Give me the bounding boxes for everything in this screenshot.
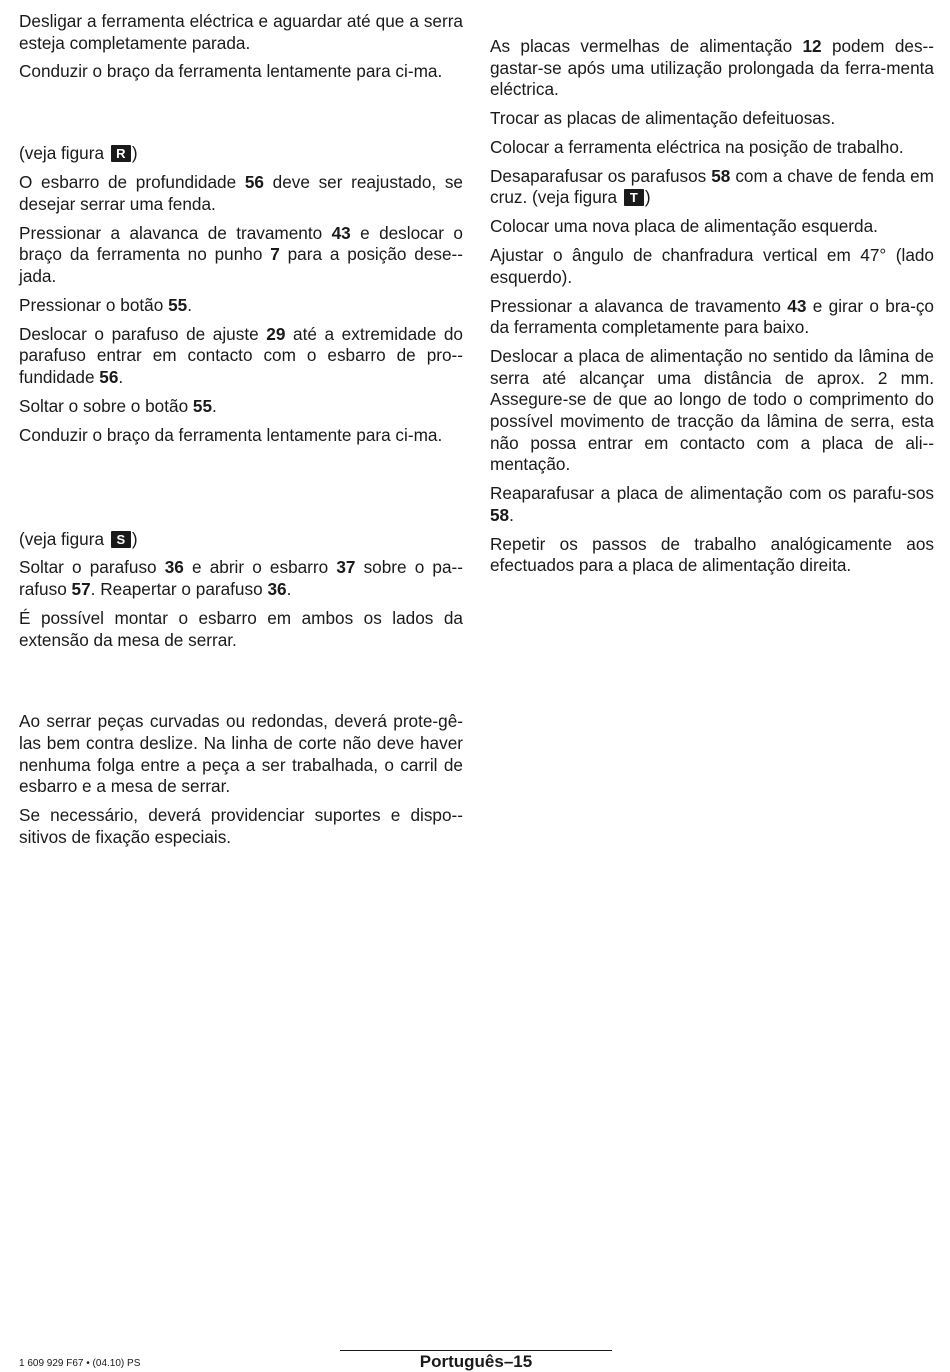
- section-gap: [19, 90, 463, 143]
- text-run: Soltar o parafuso: [19, 557, 165, 578]
- figure-ref-text: (veja figura: [19, 528, 109, 549]
- figure-badge-t: T: [624, 189, 644, 206]
- text-run: e deslocar o braço da ferramenta no punho: [19, 222, 463, 265]
- part-number: 55: [168, 294, 188, 315]
- text-run: .: [509, 504, 514, 525]
- paragraph: [490, 296, 934, 339]
- text-run: e girar o bra-ço da ferramenta completamente para baixo.: [490, 295, 934, 338]
- part-number: 43: [787, 295, 807, 316]
- paragraph: Desligar a ferramenta eléctrica e aguardar até que a serra esteja completamente parada.: [19, 11, 463, 53]
- text-run: Deslocar o parafuso de ajuste: [19, 323, 267, 344]
- figure-ref-close: ): [131, 143, 138, 164]
- paragraph: [19, 295, 463, 317]
- text-run: .: [118, 366, 124, 387]
- figure-badge-s: S: [111, 531, 131, 548]
- paragraph: Ao serrar peças curvadas ou redondas, deverá prote-gê-las bem contra deslize. Na linha de corte não deve haver nenhuma folga entre a peça a ser trabalhada, o carril de esbarro e a mesa de serrar.: [19, 711, 463, 797]
- section-gap: [19, 658, 463, 711]
- text-run: Pressionar a alavanca de travamento: [19, 222, 332, 243]
- text-run: As placas vermelhas de alimentação: [490, 36, 803, 56]
- footer-rule: [340, 1350, 612, 1351]
- part-number: 43: [331, 222, 351, 243]
- figure-ref-text: (veja figura: [19, 143, 109, 164]
- paragraph: [490, 36, 934, 101]
- paragraph: Ajustar o ângulo de chanfradura vertical em 47° (lado esquerdo).: [490, 245, 934, 287]
- paragraph: Colocar uma nova placa de alimentação esquerda.: [490, 216, 878, 237]
- text-run: deve ser reajustado, se desejar serrar uma fenda.: [19, 172, 463, 214]
- paragraph: Se necessário, deverá providenciar suportes e dispo-sitivos de fixação especiais.: [19, 805, 463, 847]
- part-number: 58: [490, 504, 510, 525]
- paragraph: [19, 557, 463, 600]
- paragraph: [19, 172, 463, 215]
- right-column: [490, 0, 934, 584]
- part-number: 57: [71, 579, 91, 600]
- text-run: Soltar o sobre o botão: [19, 395, 193, 416]
- text-run: . Reapertar o parafuso: [90, 579, 268, 600]
- text-run: O esbarro de profundidade: [19, 172, 245, 193]
- paragraph: [490, 166, 934, 209]
- figure-ref-close: ): [131, 528, 138, 549]
- part-number: 55: [192, 395, 213, 416]
- figure-reference: [19, 143, 463, 165]
- text-run: e abrir o esbarro: [183, 557, 337, 578]
- paragraph: Conduzir o braço da ferramenta lentamente para ci-ma.: [19, 424, 443, 445]
- text-run: Pressionar o botão: [19, 294, 169, 315]
- section-gap: [19, 454, 463, 529]
- paragraph: Repetir os passos de trabalho analógicamente aos efectuados para a placa de alimentação direita.: [490, 533, 934, 576]
- text-run: .: [286, 579, 292, 600]
- text-run: sobre o pa-rafuso: [19, 557, 463, 600]
- left-column: [19, 0, 463, 856]
- text-run: Reaparafusar a placa de alimentação com os parafu-sos: [490, 483, 934, 504]
- text-run: com a chave de fenda em cruz. (veja figura: [490, 165, 934, 208]
- part-number: 12: [802, 36, 822, 56]
- page-number: Português–15: [419, 1352, 533, 1371]
- part-number: 7: [270, 244, 280, 265]
- part-number: 36: [164, 557, 184, 578]
- text-run: Desaparafusar os parafusos: [490, 165, 712, 186]
- paragraph: Deslocar a placa de alimentação no sentido da lâmina de serra até alcançar uma distância de aprox. 2 mm. Assegure-se de que ao longo de todo o comprimento do possível movimento de tracção da lâmina de serra, esta não possa entrar em contacto com a placa de ali-mentação.: [490, 346, 934, 475]
- figure-badge-r: R: [111, 145, 131, 162]
- paragraph: [490, 483, 934, 526]
- paragraph: [19, 324, 463, 389]
- paragraph: Colocar a ferramenta eléctrica na posição de trabalho.: [490, 136, 904, 157]
- text-run: .: [187, 294, 192, 315]
- part-number: 29: [266, 323, 286, 344]
- paragraph: É possível montar o esbarro em ambos os lados da extensão da mesa de serrar.: [19, 607, 463, 650]
- text-run: Pressionar a alavanca de travamento: [490, 295, 788, 316]
- paragraph: [19, 396, 463, 418]
- part-number: 36: [267, 579, 287, 600]
- text-run: até a extremidade do parafuso entrar em contacto com o esbarro de pro-fundidade: [19, 323, 463, 387]
- paragraph: [19, 223, 463, 288]
- text-run: .: [212, 395, 217, 416]
- text-run: para a posição dese-jada.: [19, 244, 464, 286]
- text-run: podem des-gastar-se após uma utilização prolongada da ferra-menta eléctrica.: [490, 36, 934, 100]
- figure-ref-close: ): [644, 187, 651, 208]
- part-number: 37: [336, 557, 356, 578]
- part-number: 56: [244, 172, 264, 193]
- paragraph: Trocar as placas de alimentação defeituosas.: [490, 108, 836, 129]
- part-number: 56: [99, 366, 119, 387]
- document-code: 1 609 929 F67 • (04.10) PS: [19, 1358, 141, 1369]
- figure-reference: [19, 529, 463, 551]
- part-number: 58: [711, 165, 731, 186]
- paragraph: Conduzir o braço da ferramenta lentamente para ci-ma.: [19, 61, 443, 82]
